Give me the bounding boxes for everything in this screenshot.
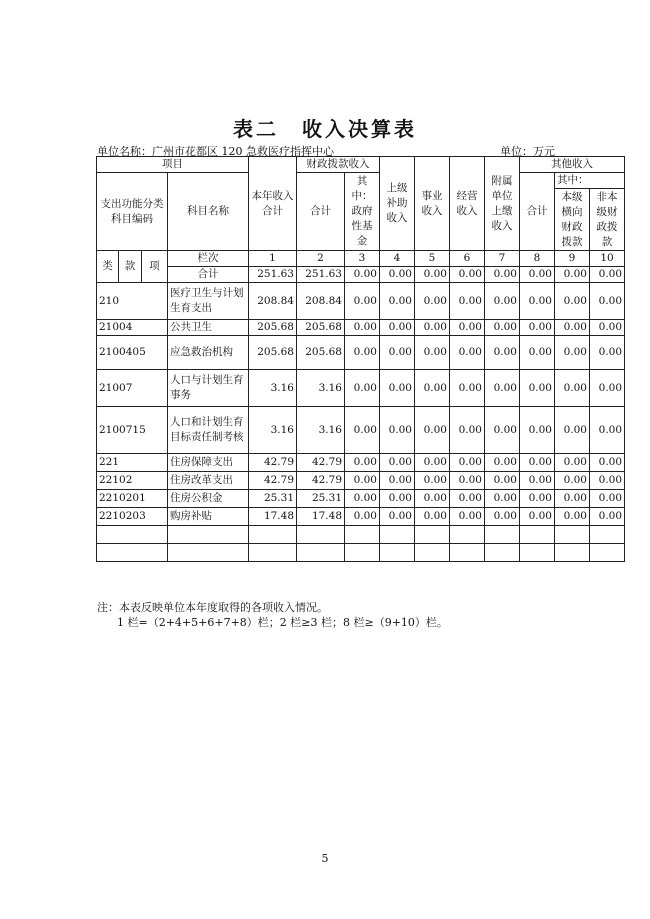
amount-cell: 0.00 [345,454,380,472]
amount-cell: 0.00 [485,336,520,370]
empty-cell [520,544,555,562]
total-value: 0.00 [415,267,450,283]
subject-code: 2210201 [97,490,168,508]
column-number-row [97,251,625,267]
amount-cell: 0.00 [450,490,485,508]
amount-cell: 0.00 [380,407,415,454]
amount-cell: 0.00 [520,407,555,454]
total-label: 合计 [168,267,249,283]
subject-name: 住房改革支出 [168,472,249,490]
table-row [97,407,625,454]
table-row [97,370,625,407]
amount-cell: 0.00 [555,472,590,490]
amount-cell: 0.00 [345,508,380,526]
amount-cell: 0.00 [520,370,555,407]
amount-cell: 25.31 [249,490,297,508]
amount-cell: 0.00 [555,490,590,508]
amount-cell: 0.00 [345,490,380,508]
amount-cell: 17.48 [249,508,297,526]
amount-cell: 0.00 [450,407,485,454]
note-line-2: 1 栏=（2+4+5+6+7+8）栏；2 栏≥3 栏；8 栏≥（9+10）栏。 [117,616,448,629]
amount-cell: 0.00 [520,454,555,472]
amount-cell: 0.00 [345,283,380,320]
header-affiliate-income: 附属单位上缴收入 [485,157,520,251]
amount-cell: 205.68 [297,336,345,370]
amount-cell: 0.00 [590,490,625,508]
amount-cell: 0.00 [415,283,450,320]
header-item: 项目 [97,157,249,173]
amount-cell: 0.00 [520,320,555,336]
empty-cell [415,526,450,544]
header-row-1 [97,157,625,173]
amount-cell: 0.00 [590,320,625,336]
subject-name: 住房公积金 [168,490,249,508]
empty-cell [590,544,625,562]
income-final-accounts-table [96,156,625,562]
header-fiscal-total: 合计 [297,173,345,251]
header-other-group: 其他收入 [520,157,625,173]
amount-cell: 0.00 [485,370,520,407]
col-num: 4 [380,251,415,267]
amount-cell: 0.00 [415,454,450,472]
amount-cell: 205.68 [297,320,345,336]
amount-cell: 0.00 [380,454,415,472]
header-fiscal-group: 财政拨款收入 [297,157,380,173]
empty-cell [249,526,297,544]
amount-cell: 0.00 [450,283,485,320]
amount-cell: 0.00 [520,508,555,526]
amount-cell: 208.84 [297,283,345,320]
table-row [97,454,625,472]
subject-name: 应急救治机构 [168,336,249,370]
amount-cell: 0.00 [415,508,450,526]
header-kuan: 款 [119,251,142,283]
amount-cell: 0.00 [415,370,450,407]
amount-cell: 0.00 [415,336,450,370]
total-value: 0.00 [380,267,415,283]
header-other-nonfiscal: 非本级财政拨款 [590,189,625,251]
header-name-col: 科目名称 [168,173,249,251]
total-value: 0.00 [520,267,555,283]
table-row [97,320,625,336]
header-superior-subsidy: 上级补助收入 [380,157,415,251]
currency-unit-label: 单位：万元 [500,145,555,158]
table-row [97,283,625,320]
subject-code: 2100715 [97,407,168,454]
col-num: 9 [555,251,590,267]
total-value: 0.00 [590,267,625,283]
empty-cell [555,526,590,544]
amount-cell: 42.79 [249,454,297,472]
amount-cell: 0.00 [415,320,450,336]
empty-cell [485,526,520,544]
total-value: 0.00 [345,267,380,283]
amount-cell: 0.00 [555,370,590,407]
amount-cell: 0.00 [485,472,520,490]
amount-cell: 0.00 [380,283,415,320]
subject-name: 住房保障支出 [168,454,249,472]
amount-cell: 0.00 [555,454,590,472]
header-other-total: 合计 [520,173,555,251]
page-number: 5 [321,852,329,865]
amount-cell: 3.16 [297,407,345,454]
amount-cell: 0.00 [380,490,415,508]
amount-cell: 0.00 [345,320,380,336]
total-value: 251.63 [249,267,297,283]
amount-cell: 3.16 [249,370,297,407]
amount-cell: 0.00 [450,508,485,526]
col-num: 2 [297,251,345,267]
page-title: 表二 收入决算表 [233,117,417,141]
amount-cell: 0.00 [520,472,555,490]
subject-name: 人口和计划生育目标责任制考核 [168,407,249,454]
empty-cell [485,544,520,562]
subject-code: 21004 [97,320,168,336]
amount-cell: 0.00 [590,407,625,454]
empty-cell [297,526,345,544]
amount-cell: 205.68 [249,336,297,370]
subject-name: 公共卫生 [168,320,249,336]
amount-cell: 0.00 [450,336,485,370]
amount-cell: 0.00 [485,490,520,508]
note-line-1: 注：本表反映单位本年度取得的各项收入情况。 [97,601,328,614]
amount-cell: 0.00 [520,336,555,370]
total-value: 0.00 [450,267,485,283]
empty-row [97,526,625,544]
amount-cell: 3.16 [249,407,297,454]
amount-cell: 0.00 [485,454,520,472]
empty-cell [345,526,380,544]
total-value: 251.63 [297,267,345,283]
subject-name: 医疗卫生与计划生育支出 [168,283,249,320]
amount-cell: 0.00 [590,454,625,472]
col-num: 1 [249,251,297,267]
col-num: 7 [485,251,520,267]
amount-cell: 0.00 [485,320,520,336]
amount-cell: 0.00 [345,407,380,454]
table-row [97,490,625,508]
table-row [97,508,625,526]
empty-row [97,544,625,562]
empty-cell [249,544,297,562]
header-lanci: 栏次 [168,251,249,267]
amount-cell: 0.00 [555,320,590,336]
empty-cell [297,544,345,562]
amount-cell: 0.00 [590,472,625,490]
empty-cell [345,544,380,562]
amount-cell: 0.00 [450,472,485,490]
amount-cell: 42.79 [249,472,297,490]
empty-cell [380,526,415,544]
header-row-2 [97,173,625,189]
amount-cell: 0.00 [555,508,590,526]
col-num: 8 [520,251,555,267]
amount-cell: 205.68 [249,320,297,336]
empty-cell [415,544,450,562]
amount-cell: 0.00 [380,370,415,407]
amount-cell: 0.00 [590,336,625,370]
empty-cell [450,526,485,544]
subject-name: 购房补贴 [168,508,249,526]
amount-cell: 0.00 [415,490,450,508]
col-num: 10 [590,251,625,267]
col-num: 6 [450,251,485,267]
header-lei: 类 [97,251,119,283]
amount-cell: 0.00 [345,336,380,370]
header-total-income: 本年收入合计 [249,157,297,251]
unit-name-label: 单位名称：广州市花都区 120 急救医疗指挥中心 [97,145,334,158]
subject-code: 221 [97,454,168,472]
subject-code: 22102 [97,472,168,490]
subject-code: 2210203 [97,508,168,526]
amount-cell: 0.00 [450,320,485,336]
amount-cell: 0.00 [450,454,485,472]
col-num: 5 [415,251,450,267]
amount-cell: 0.00 [590,283,625,320]
amount-cell: 42.79 [297,472,345,490]
amount-cell: 0.00 [450,370,485,407]
empty-cell [97,544,168,562]
total-row [97,267,625,283]
amount-cell: 208.84 [249,283,297,320]
empty-cell [520,526,555,544]
amount-cell: 3.16 [297,370,345,407]
amount-cell: 0.00 [555,407,590,454]
empty-cell [450,544,485,562]
header-operating-income: 经营收入 [450,157,485,251]
amount-cell: 0.00 [345,472,380,490]
amount-cell: 0.00 [590,508,625,526]
amount-cell: 0.00 [590,370,625,407]
amount-cell: 0.00 [485,508,520,526]
amount-cell: 0.00 [555,336,590,370]
amount-cell: 0.00 [345,370,380,407]
amount-cell: 0.00 [555,283,590,320]
subject-code: 210 [97,283,168,320]
empty-cell [168,544,249,562]
amount-cell: 0.00 [520,283,555,320]
amount-cell: 0.00 [380,508,415,526]
table-row [97,472,625,490]
amount-cell: 0.00 [415,472,450,490]
total-value: 0.00 [555,267,590,283]
empty-cell [97,526,168,544]
table-row [97,336,625,370]
amount-cell: 0.00 [380,320,415,336]
amount-cell: 0.00 [520,490,555,508]
subject-name: 人口与计划生育事务 [168,370,249,407]
empty-cell [555,544,590,562]
empty-cell [168,526,249,544]
amount-cell: 42.79 [297,454,345,472]
amount-cell: 17.48 [297,508,345,526]
amount-cell: 0.00 [380,472,415,490]
subject-code: 21007 [97,370,168,407]
col-num: 3 [345,251,380,267]
header-other-horizontal: 本级横向财政拨款 [555,189,590,251]
subject-code: 2100405 [97,336,168,370]
amount-cell: 0.00 [485,283,520,320]
amount-cell: 25.31 [297,490,345,508]
header-xiang: 项 [142,251,168,283]
header-other-of-which: 其中： [555,173,625,189]
empty-cell [380,544,415,562]
total-value: 0.00 [485,267,520,283]
header-fiscal-gov-fund: 其中：政府性基金 [345,173,380,251]
amount-cell: 0.00 [415,407,450,454]
amount-cell: 0.00 [485,407,520,454]
header-business-income: 事业收入 [415,157,450,251]
amount-cell: 0.00 [380,336,415,370]
empty-cell [590,526,625,544]
header-code-col: 支出功能分类科目编码 [97,173,168,251]
